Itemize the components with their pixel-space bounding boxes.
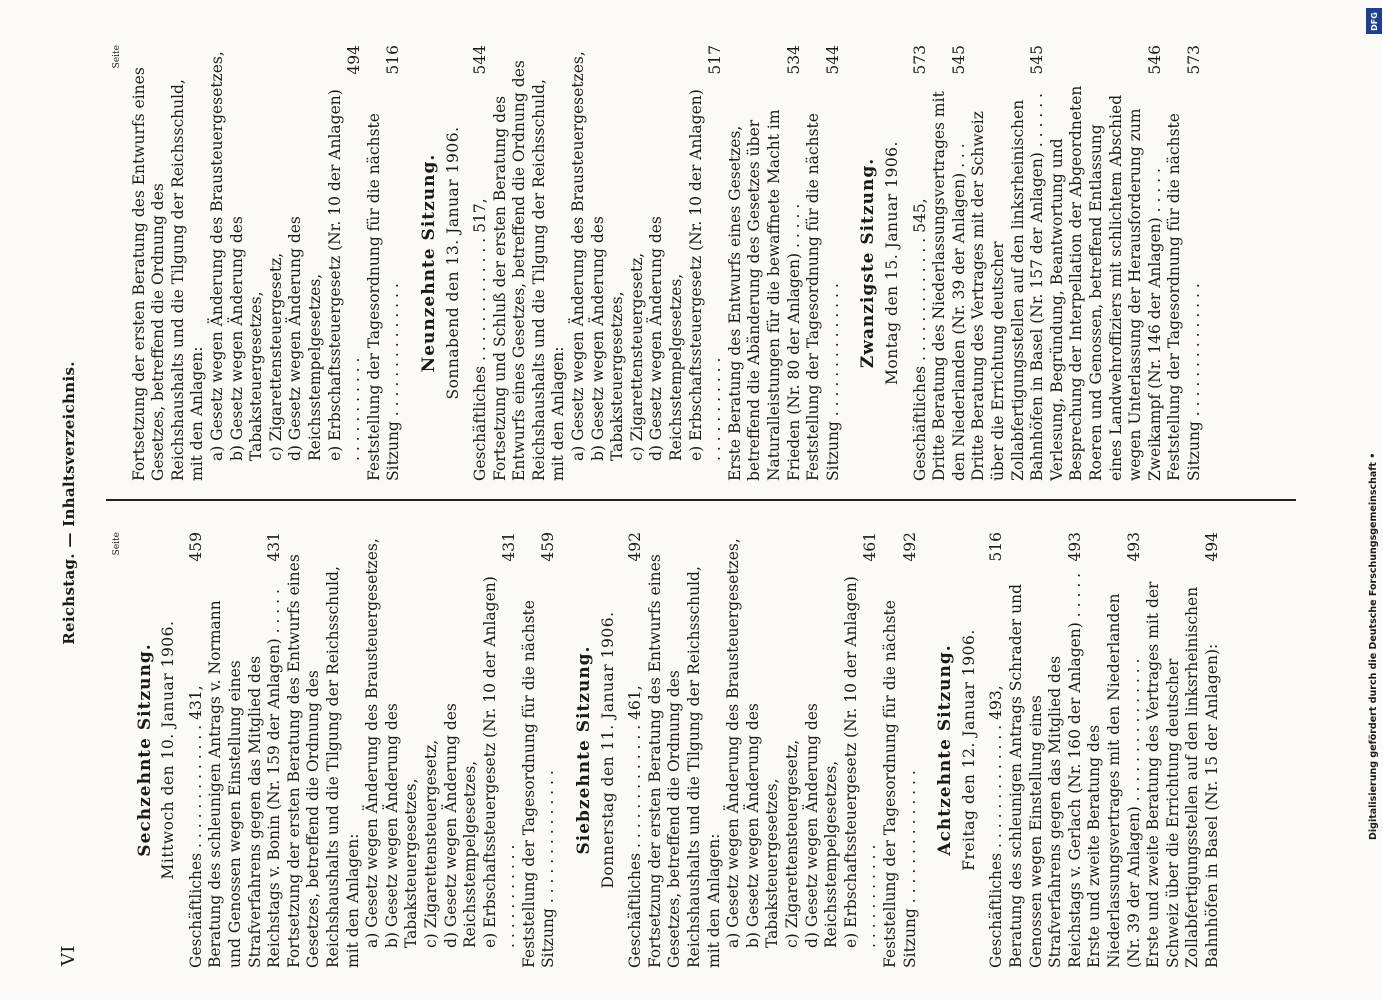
toc-entry-text: e) Erbschaftssteuergesetz (Nr. 10 der Anlagen) . . . . . . . . . . . xyxy=(325,89,364,461)
toc-entry-text: Feststellung der Tagesordnung für die nächste Sitzung . . . . . . . . . . . . . . xyxy=(519,600,558,968)
toc-entry xyxy=(744,532,783,968)
toc-entry xyxy=(285,532,363,968)
toc-entry xyxy=(363,532,383,968)
toc-entry-text: e) Erbschaftssteuergesetz (Nr. 10 der Anlagen) . . . . . . . . . . . xyxy=(480,576,519,948)
toc-entry-text: Feststellung der Tagesordnung für die nächste Sitzung . . . . . . . . . . . . . . xyxy=(804,113,842,481)
digitization-credit: Digitalisierung gefördert durch die Deutsche Forschungsgemeinschaft • xyxy=(1368,452,1379,840)
toc-entry-text: Verlesung, Begründung, Beantwortung und Besprechung der Interpellation der Abgeordneten Roeren und Genossen, betreffend Entlassung eines Landwehroffiziers mit schlichtem Abschied wegen Unterlassung der Herausforderung zum Zweikampf (Nr. 146 der Anlagen) . . . . . xyxy=(1047,85,1164,481)
toc-entry-text: Geschäftliches . . . . . . . . . . . . . 461, xyxy=(626,685,645,968)
toc-entry-text: d) Gesetz wegen Änderung des Reichsstempelgesetzes, xyxy=(802,703,841,948)
toc-entry xyxy=(1165,45,1204,481)
session-date: Mittwoch den 10. Januar 1906. xyxy=(159,620,178,880)
toc-entry-text: c) Zigarettensteuergesetz, xyxy=(783,739,801,948)
left-column xyxy=(108,532,1230,968)
section-spacer xyxy=(559,532,567,968)
toc-entry-text: d) Gesetz wegen Änderung des Reichsstempelgesetzes, xyxy=(286,216,324,461)
toc-entry-page: 546 xyxy=(1145,45,1164,75)
session-section xyxy=(575,532,928,968)
dfg-logo-text: DFG xyxy=(1369,11,1379,31)
page-number: VI xyxy=(58,945,79,966)
toc-entry-text: b) Gesetz wegen Änderung des Tabaksteuergesetzes, xyxy=(743,703,782,948)
toc-entry xyxy=(969,45,1047,481)
digitization-credit-strip xyxy=(1365,0,1383,1000)
toc-entry-text: b) Gesetz wegen Änderung des Tabaksteuergesetzes, xyxy=(588,216,627,461)
toc-entry-page: 517 xyxy=(706,45,725,75)
toc-entry xyxy=(628,45,648,481)
toc-entry xyxy=(491,45,569,481)
section-spacer xyxy=(843,45,851,481)
toc-entry-text: Geschäftliches . . . . . . . . . . . . . 493, xyxy=(987,685,1006,968)
toc-entry xyxy=(286,45,325,481)
toc-entry xyxy=(589,45,628,481)
document-page xyxy=(50,28,1350,978)
section-spacer xyxy=(1204,45,1212,481)
toc-entry-page: 544 xyxy=(823,45,842,75)
toc-entry xyxy=(383,532,422,968)
section-spacer xyxy=(404,45,412,481)
toc-entry xyxy=(724,532,744,968)
toc-entry-page: 459 xyxy=(539,532,558,562)
toc-entry-text: Fortsetzung der ersten Beratung des Entwurfs eines Gesetzes, betreffend die Ordnung des Reichshaushalts und die Tilgung der Reichsschuld, mit den Anlagen: xyxy=(284,554,362,968)
toc-entry xyxy=(987,532,1007,968)
toc-entry-text: Feststellung der Tagesordnung für die nächste Sitzung . . . . . . . . . . . . . . xyxy=(364,113,403,481)
session-date: Freitag den 12. Januar 1906. xyxy=(959,629,978,871)
toc-entry xyxy=(267,45,287,481)
toc-entry-text: c) Zigarettensteuergesetz, xyxy=(266,252,285,461)
toc-entry-page: 534 xyxy=(784,45,803,75)
toc-entry-page: 461 xyxy=(861,532,880,562)
toc-entry xyxy=(930,45,969,481)
toc-entry xyxy=(208,45,228,481)
toc-entry-page: 494 xyxy=(345,45,364,75)
running-title: Reichstag. — Inhaltsverzeichnis. xyxy=(60,361,78,645)
column-divider xyxy=(106,500,1296,502)
toc-entry xyxy=(646,532,724,968)
toc-entry xyxy=(228,45,267,481)
toc-entry-text: b) Gesetz wegen Änderung des Tabaksteuergesetzes, xyxy=(382,703,421,948)
toc-entry-page: 492 xyxy=(626,532,645,562)
toc-entry xyxy=(206,532,284,968)
toc-entry-text: Dritte Beratung des Niederlassungsvertrages mit den Niederlanden (Nr. 39 der Anlagen) . . . xyxy=(930,91,968,481)
toc-entry xyxy=(804,45,843,481)
session-title: Achtzehnte Sitzung. xyxy=(935,644,956,856)
toc-entry-text: Fortsetzung und Schluß der ersten Beratung des Entwurfs eines Gesetzes, betreffend die Ordnung des Reichshaushalts und die Tilgung der Reichsschuld, mit den Anlagen: xyxy=(490,60,568,481)
session-title: Neunzehnte Sitzung. xyxy=(418,153,439,373)
toc-entry-page: 494 xyxy=(1202,532,1221,562)
session-date: Montag den 15. Januar 1906. xyxy=(882,141,901,385)
toc-entry-page: 493 xyxy=(1065,532,1084,562)
toc-entry xyxy=(842,532,881,968)
toc-entry-page: 545 xyxy=(1028,45,1047,75)
section-spacer xyxy=(1222,532,1230,968)
toc-entry xyxy=(647,45,686,481)
toc-entry xyxy=(442,532,481,968)
session-title: Zwanzigste Sitzung. xyxy=(858,157,879,369)
toc-entry-text: b) Gesetz wegen Änderung des Tabaksteuergesetzes, xyxy=(227,216,266,461)
toc-entry-text: c) Zigarettensteuergesetz, xyxy=(627,252,646,461)
session-section xyxy=(936,532,1230,968)
toc-entry xyxy=(1144,532,1222,968)
toc-entry xyxy=(726,45,804,481)
toc-entry xyxy=(687,45,726,481)
toc-entry xyxy=(911,45,931,481)
toc-entry xyxy=(481,532,520,968)
toc-entry-text: c) Zigarettensteuergesetz, xyxy=(421,739,440,948)
toc-entry-page: 493 xyxy=(1124,532,1143,562)
session-date: Sonnabend den 13. Januar 1906. xyxy=(443,126,462,400)
toc-entry-text: a) Gesetz wegen Änderung des Brausteuergesetzes, xyxy=(569,51,588,461)
toc-entry-text: Erste und zweite Beratung des Vertrages mit der Schweiz über die Errichtung deutscher Zollabfertigungsstellen auf den linksrheinischen Bahnhöfen in Basel (Nr. 15 der Anlagen): xyxy=(1144,581,1221,968)
toc-entry-text: a) Gesetz wegen Änderung des Brausteuergesetzes, xyxy=(363,538,382,948)
toc-entry-page: 573 xyxy=(910,45,929,75)
toc-entry-page: 431 xyxy=(265,532,284,562)
toc-entry xyxy=(626,532,646,968)
session-date: Donnerstag den 11. Januar 1906. xyxy=(598,611,617,889)
session-section xyxy=(130,45,412,481)
toc-entry xyxy=(1007,532,1085,968)
toc-entry-page: 544 xyxy=(471,45,490,75)
toc-entry-text: Feststellung der Tagesordnung für die nächste Sitzung . . . . . . . . . . . . . . xyxy=(1165,113,1203,481)
toc-entry-text: Erste Beratung des Entwurfs eines Gesetzes, betreffend die Abänderung des Gesetzes über Naturalleistungen für die bewaffnete Macht im Frieden (Nr. 80 der Anlagen) . . . . . xyxy=(725,109,803,481)
session-section xyxy=(420,45,851,481)
toc-entry xyxy=(1085,532,1144,968)
session-section xyxy=(136,532,567,968)
seite-label: Seite xyxy=(112,532,122,556)
session-title: Sechzehnte Sitzung. xyxy=(134,643,155,857)
toc-entry-page: 545 xyxy=(949,45,968,75)
toc-entry-text: Fortsetzung der ersten Beratung des Entwurfs eines Gesetzes, betreffend die Ordnung des Reichshaushalts und die Tilgung der Reichsschuld, mit den Anlagen: xyxy=(645,554,723,968)
toc-entry-text: Geschäftliches . . . . . . . . . . . . . 517, xyxy=(471,198,490,481)
toc-entry xyxy=(520,532,559,968)
toc-entry-page: 492 xyxy=(900,532,919,562)
toc-entry-text: Fortsetzung der ersten Beratung des Entwurfs eines Gesetzes, betreffend die Ordnung des Reichshaushalts und die Tilgung der Reichsschuld, mit den Anlagen: xyxy=(129,67,207,481)
toc-entry-text: Dritte Beratung des Vertrages mit der Schweiz über die Errichtung deutscher Zollabfertigungsstellen auf den linksrheinischen Bahnhöfen in Basel (Nr. 157 der Anlagen) . . . . . . xyxy=(969,93,1047,481)
toc-entry xyxy=(1048,45,1166,481)
toc-entry xyxy=(783,532,803,968)
toc-entry-text: d) Gesetz wegen Änderung des Reichsstempelgesetzes, xyxy=(647,216,686,461)
session-section xyxy=(859,45,1212,481)
toc-entry-text: Erste und zweite Beratung des Niederlassungsvertrages mit den Niederlanden (Nr. 39 der Anlagen) . . . . . . . . . . . . . . . xyxy=(1085,593,1143,968)
toc-entry-page: 573 xyxy=(1184,45,1203,75)
toc-entry xyxy=(326,45,365,481)
toc-entry-page: 431 xyxy=(500,532,519,562)
toc-entry xyxy=(187,532,207,968)
toc-entry-text: a) Gesetz wegen Änderung des Brausteuergesetzes, xyxy=(724,538,743,948)
toc-entry xyxy=(365,45,404,481)
running-header xyxy=(50,28,86,978)
toc-entry-text: Beratung des schleunigen Antrags v. Normann und Genossen wegen Einstellung eines Strafverfahrens gegen das Mitglied des Reichstags v. Bonin (Nr. 159 der Anlagen) . . . . . xyxy=(206,589,284,968)
toc-entry-text: Beratung des schleunigen Antrags Schrader und Genossen wegen Einstellung eines Strafverfahrens gegen das Mitglied des Reichstags v. Gerlach (Nr. 160 der Anlagen) . . . . . xyxy=(1006,572,1084,968)
dfg-logo xyxy=(1366,8,1382,34)
toc-entry-page: 516 xyxy=(384,45,403,75)
toc-entry-text: Feststellung der Tagesordnung für die nächste Sitzung . . . . . . . . . . . . . . xyxy=(880,600,919,968)
toc-entry-text: e) Erbschaftssteuergesetz (Nr. 10 der Anlagen) . . . . . . . . . . . xyxy=(686,89,725,461)
toc-entry-text: d) Gesetz wegen Änderung des Reichsstempelgesetzes, xyxy=(441,703,480,948)
toc-entry xyxy=(881,532,920,968)
toc-entry-page: 516 xyxy=(987,532,1006,562)
toc-entry xyxy=(130,45,208,481)
toc-entry-page: 459 xyxy=(186,532,205,562)
toc-entry xyxy=(422,532,442,968)
toc-entry xyxy=(471,45,491,481)
toc-entry-text: e) Erbschaftssteuergesetz (Nr. 10 der Anlagen) . . . . . . . . . . . xyxy=(841,576,880,948)
toc-entry xyxy=(803,532,842,968)
seite-label: Seite xyxy=(112,45,122,69)
toc-entry-text: Geschäftliches . . . . . . . . . . . . . 431, xyxy=(186,685,205,968)
section-spacer xyxy=(920,532,928,968)
session-title: Siebzehnte Sitzung. xyxy=(574,645,595,855)
toc-entry-text: Geschäftliches . . . . . . . . . . . . . 545, xyxy=(910,198,929,481)
right-column xyxy=(108,45,1212,481)
toc-entry xyxy=(569,45,589,481)
toc-entry-text: a) Gesetz wegen Änderung des Brausteuergesetzes, xyxy=(207,51,226,461)
